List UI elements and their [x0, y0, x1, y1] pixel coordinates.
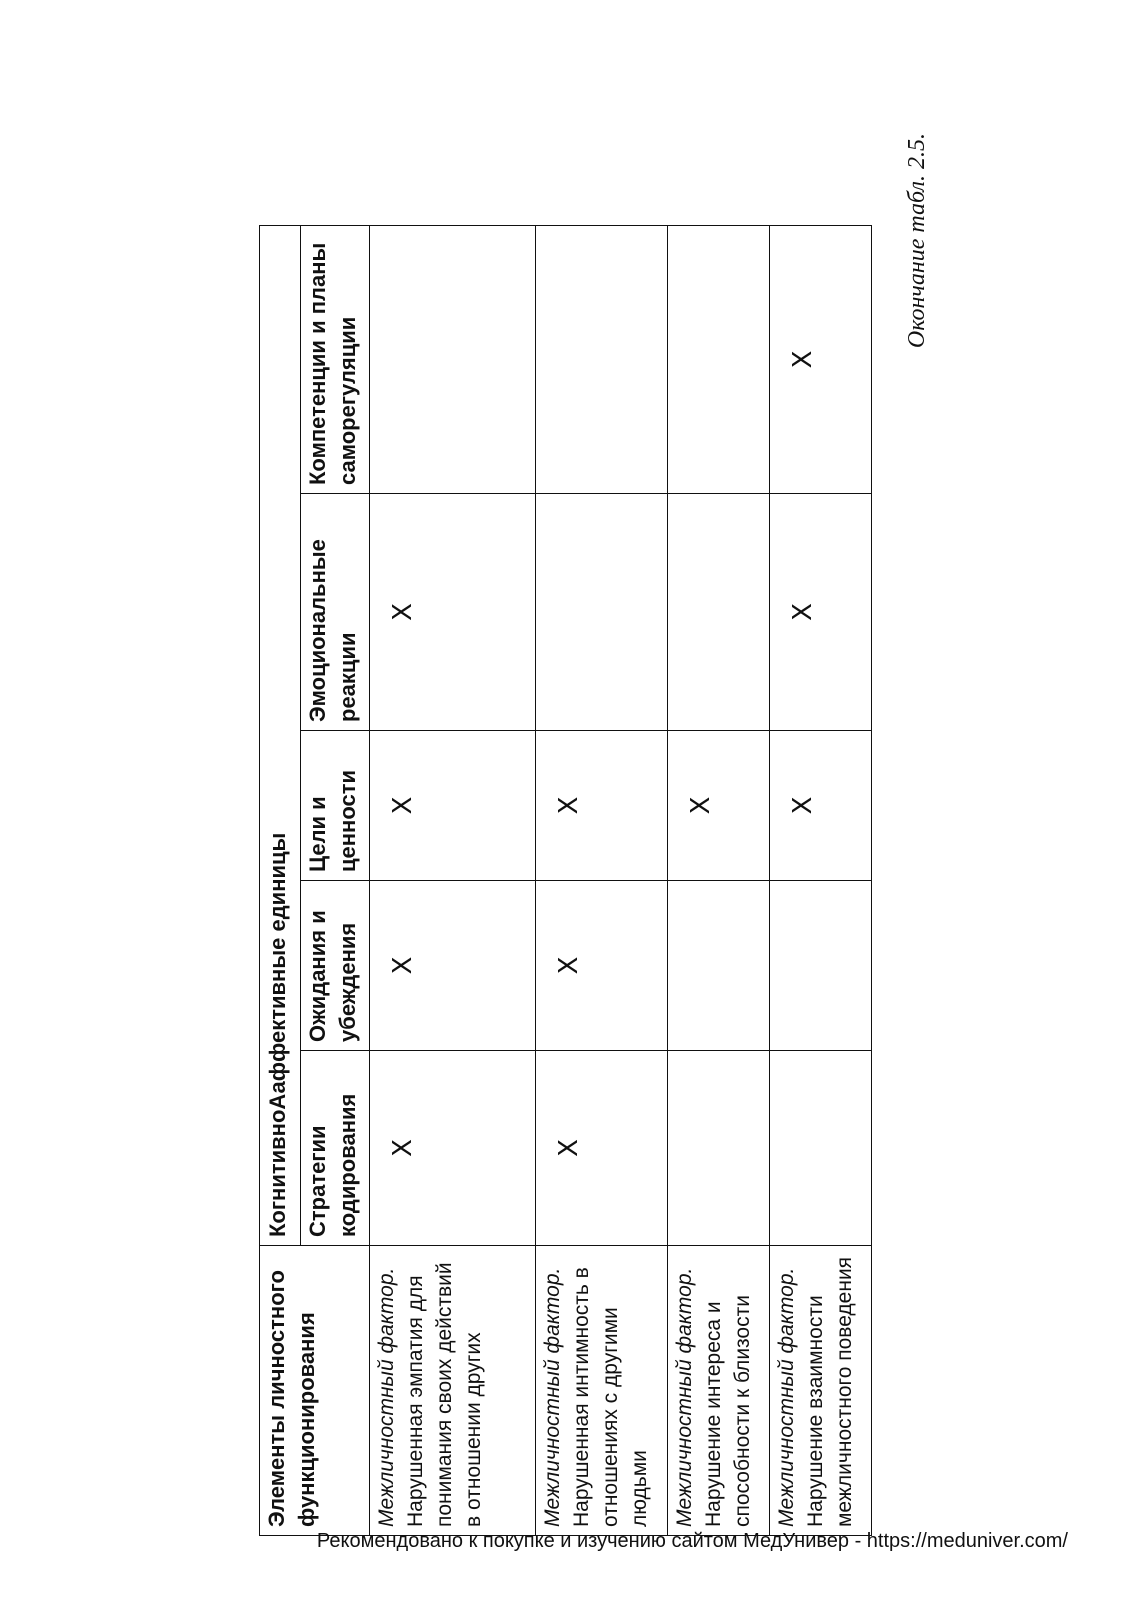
- mark-cell: X: [370, 881, 536, 1051]
- factor-description: Нарушенная эмпатия для понимания своих действий в отношении других: [404, 1262, 485, 1527]
- mark-cell: [668, 494, 770, 731]
- factor-description: Нарушение взаимности межличностного поведения: [804, 1256, 856, 1527]
- header-elements: Элементы личностного функционирования: [260, 1246, 370, 1536]
- row-label: [668, 1246, 770, 1536]
- mark-cell: X: [370, 731, 536, 881]
- table-row: [536, 226, 668, 1536]
- mark-cell: [370, 226, 536, 494]
- factor-description: Нарушенная интимность в отношениях с другими людьми: [570, 1267, 651, 1527]
- row-label: [770, 1246, 872, 1536]
- table-row: [668, 226, 770, 1536]
- header-expectations-beliefs: Ожидания и убеждения: [301, 881, 370, 1051]
- mark-cell: X: [668, 731, 770, 881]
- mark-cell: X: [536, 1051, 668, 1246]
- personality-table: [259, 225, 872, 1536]
- mark-cell: X: [536, 731, 668, 881]
- mark-cell: X: [536, 881, 668, 1051]
- mark-cell: [536, 226, 668, 494]
- header-coding-strategies: Стратегии кодирования: [301, 1051, 370, 1246]
- mark-cell: X: [770, 226, 872, 494]
- mark-cell: [668, 881, 770, 1051]
- row-label: [370, 1246, 536, 1536]
- mark-cell: X: [370, 1051, 536, 1246]
- mark-cell: [536, 494, 668, 731]
- header-emotional-reactions: Эмоциональные реакции: [301, 494, 370, 731]
- row-label: [536, 1246, 668, 1536]
- mark-cell: X: [770, 494, 872, 731]
- factor-name: Межличностный фактор.: [775, 1267, 798, 1527]
- rotated-page-content: [222, 91, 982, 1591]
- mark-cell: [668, 1051, 770, 1246]
- mark-cell: [770, 881, 872, 1051]
- factor-name: Межличностный фактор.: [673, 1267, 696, 1527]
- table-row: [770, 226, 872, 1536]
- footer-recommendation: Рекомендовано к покупке и изучению сайтом МедУнивер - https://meduniver.com/: [316, 1530, 1068, 1552]
- mark-cell: X: [370, 494, 536, 731]
- table-row: [370, 226, 536, 1536]
- table-caption: Окончание табл. 2.5.: [904, 133, 930, 349]
- header-group-units: КогнитивноАаффективные единицы: [260, 731, 301, 1246]
- mark-cell: [668, 226, 770, 494]
- factor-name: Межличностный фактор.: [541, 1267, 564, 1527]
- factor-name: Межличностный фактор.: [375, 1267, 398, 1527]
- factor-description: Нарушение интереса и способности к близости: [702, 1295, 754, 1527]
- mark-cell: [770, 1051, 872, 1246]
- header-competencies-plans: Компетенции и планы саморегуляции: [301, 226, 370, 494]
- header-row-group: [260, 226, 301, 1536]
- mark-cell: X: [770, 731, 872, 881]
- header-group-spacer: [260, 226, 301, 731]
- header-goals-values: Цели и ценности: [301, 731, 370, 881]
